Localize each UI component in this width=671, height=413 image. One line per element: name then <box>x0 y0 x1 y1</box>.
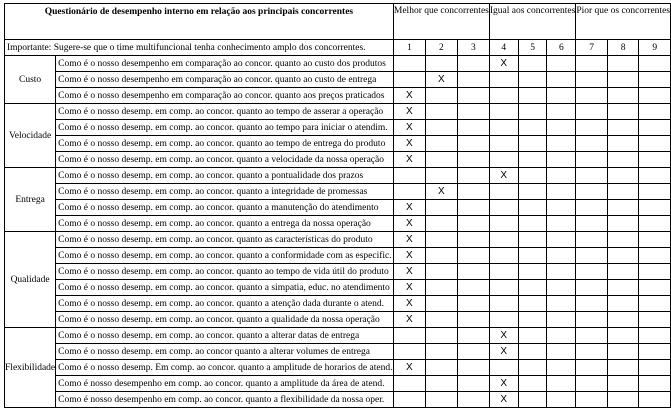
rating-mark[interactable]: X <box>489 344 518 360</box>
rating-cell[interactable] <box>457 200 489 216</box>
rating-cell[interactable] <box>489 232 518 248</box>
rating-cell[interactable] <box>576 344 608 360</box>
question-row <box>5 344 671 360</box>
rating-cell[interactable] <box>607 344 639 360</box>
rating-cell[interactable] <box>457 296 489 312</box>
rating-cell[interactable] <box>457 56 489 72</box>
rating-mark[interactable]: X <box>393 136 425 152</box>
rating-cell[interactable] <box>547 264 576 280</box>
rating-cell[interactable] <box>576 296 608 312</box>
rating-cell[interactable] <box>639 200 671 216</box>
rating-cell[interactable] <box>547 360 576 376</box>
rating-cell[interactable] <box>489 312 518 328</box>
rating-cell[interactable] <box>607 136 639 152</box>
category-label: Flexibilidade <box>5 328 56 408</box>
rating-cell[interactable] <box>607 248 639 264</box>
question-row <box>5 216 671 232</box>
question-text: Como é nosso desempenho em comp. ao concor. quanto a flexibilidade da nossa oper. <box>56 392 394 408</box>
rating-cell[interactable] <box>425 152 457 168</box>
rating-cell[interactable] <box>518 344 547 360</box>
rating-cell[interactable] <box>607 216 639 232</box>
rating-cell[interactable] <box>639 248 671 264</box>
question-row <box>5 264 671 280</box>
group-equal-header: Igual aos concorrentes <box>489 4 575 40</box>
rating-cell[interactable] <box>576 120 608 136</box>
rating-cell[interactable] <box>425 360 457 376</box>
rating-cell[interactable] <box>393 56 425 72</box>
rating-cell[interactable] <box>518 72 547 88</box>
rating-cell[interactable] <box>576 72 608 88</box>
rating-cell[interactable] <box>393 168 425 184</box>
rating-cell[interactable] <box>425 296 457 312</box>
question-text: Como é o nosso desemp. em comp. ao concor. quanto a alterar datas de entrega <box>56 328 394 344</box>
rating-cell[interactable] <box>518 184 547 200</box>
rating-cell[interactable] <box>576 56 608 72</box>
rating-cell[interactable] <box>457 248 489 264</box>
question-row <box>5 104 671 120</box>
question-row <box>5 152 671 168</box>
rating-cell[interactable] <box>576 216 608 232</box>
rating-cell[interactable] <box>576 360 608 376</box>
rating-cell[interactable] <box>576 280 608 296</box>
rating-cell[interactable] <box>425 392 457 408</box>
rating-cell[interactable] <box>457 88 489 104</box>
rating-cell[interactable] <box>547 56 576 72</box>
rating-cell[interactable] <box>547 88 576 104</box>
rating-mark[interactable]: X <box>425 184 457 200</box>
question-text: Como é o nosso desemp. em comp. ao concor quanto a alterar volumes de entrega <box>56 344 394 360</box>
rating-cell[interactable] <box>457 136 489 152</box>
rating-cell[interactable] <box>457 376 489 392</box>
rating-mark[interactable]: X <box>393 264 425 280</box>
rating-mark[interactable]: X <box>393 232 425 248</box>
rating-mark[interactable]: X <box>393 296 425 312</box>
rating-cell[interactable] <box>489 104 518 120</box>
rating-cell[interactable] <box>393 344 425 360</box>
rating-cell[interactable] <box>576 248 608 264</box>
rating-cell[interactable] <box>425 280 457 296</box>
rating-cell[interactable] <box>576 232 608 248</box>
rating-cell[interactable] <box>607 120 639 136</box>
question-text: Como é o nosso desemp. em comp. ao concor. quanto ao tempo de entrega do produto <box>56 136 394 152</box>
rating-cell[interactable] <box>425 168 457 184</box>
question-row <box>5 280 671 296</box>
rating-cell[interactable] <box>457 312 489 328</box>
question-row <box>5 328 671 344</box>
rating-cell[interactable] <box>607 184 639 200</box>
rating-cell[interactable] <box>576 392 608 408</box>
rating-cell[interactable] <box>547 200 576 216</box>
rating-mark[interactable]: X <box>393 360 425 376</box>
rating-cell[interactable] <box>518 392 547 408</box>
rating-cell[interactable] <box>518 264 547 280</box>
question-text: Como é o nosso desemp. em comp. ao concor. quanto a integridade de promessas <box>56 184 394 200</box>
rating-cell[interactable] <box>457 152 489 168</box>
rating-cell[interactable] <box>639 56 671 72</box>
rating-cell[interactable] <box>518 120 547 136</box>
question-text: Como é o nosso desemp. Em comp. ao concor. quanto a amplitude de horarios de atend. <box>56 360 394 376</box>
rating-cell[interactable] <box>518 328 547 344</box>
rating-cell[interactable] <box>489 264 518 280</box>
scale-4: 4 <box>489 40 518 56</box>
question-row <box>5 360 671 376</box>
rating-cell[interactable] <box>547 280 576 296</box>
rating-cell[interactable] <box>639 104 671 120</box>
rating-mark[interactable]: X <box>393 120 425 136</box>
rating-cell[interactable] <box>639 296 671 312</box>
importance-note: Importante: Sugere-se que o time multifuncional tenha conhecimento amplo dos concorrentes. <box>5 40 394 56</box>
rating-mark[interactable]: X <box>393 280 425 296</box>
rating-cell[interactable] <box>547 216 576 232</box>
rating-cell[interactable] <box>489 200 518 216</box>
rating-cell[interactable] <box>425 136 457 152</box>
rating-cell[interactable] <box>425 344 457 360</box>
rating-cell[interactable] <box>576 312 608 328</box>
rating-cell[interactable] <box>457 104 489 120</box>
rating-cell[interactable] <box>518 88 547 104</box>
question-text: Como é nosso desempenho em comp. ao concor. quanto a amplitude da área de atend. <box>56 376 394 392</box>
rating-cell[interactable] <box>425 232 457 248</box>
question-row <box>5 136 671 152</box>
question-text: Como é o nosso desemp. em comp. ao concor. quanto a atenção dada durante o atend. <box>56 296 394 312</box>
rating-cell[interactable] <box>576 184 608 200</box>
rating-cell[interactable] <box>576 136 608 152</box>
rating-cell[interactable] <box>489 216 518 232</box>
rating-cell[interactable] <box>518 376 547 392</box>
rating-cell[interactable] <box>518 136 547 152</box>
rating-cell[interactable] <box>547 120 576 136</box>
rating-cell[interactable] <box>457 216 489 232</box>
rating-cell[interactable] <box>518 216 547 232</box>
rating-cell[interactable] <box>639 392 671 408</box>
category-label: Entrega <box>5 168 56 232</box>
rating-cell[interactable] <box>518 296 547 312</box>
question-text: Como é o nosso desemp. em comp. ao concor. quanto a conformidade com as especific. <box>56 248 394 264</box>
rating-cell[interactable] <box>547 184 576 200</box>
rating-cell[interactable] <box>639 168 671 184</box>
rating-cell[interactable] <box>576 200 608 216</box>
questionnaire-table <box>4 3 671 408</box>
rating-cell[interactable] <box>607 296 639 312</box>
rating-cell[interactable] <box>457 184 489 200</box>
scale-5: 5 <box>518 40 547 56</box>
rating-cell[interactable] <box>639 360 671 376</box>
rating-cell[interactable] <box>457 360 489 376</box>
category-label: Qualidade <box>5 232 56 328</box>
rating-cell[interactable] <box>639 184 671 200</box>
rating-mark[interactable]: X <box>425 72 457 88</box>
question-row <box>5 248 671 264</box>
question-row <box>5 376 671 392</box>
rating-cell[interactable] <box>639 72 671 88</box>
rating-cell[interactable] <box>425 200 457 216</box>
rating-cell[interactable] <box>425 56 457 72</box>
scale-2: 2 <box>425 40 457 56</box>
rating-cell[interactable] <box>457 120 489 136</box>
rating-cell[interactable] <box>607 264 639 280</box>
rating-mark[interactable]: X <box>393 104 425 120</box>
table-title: Questionário de desempenho interno em relação aos principais concorrentes <box>5 4 394 40</box>
question-row <box>5 296 671 312</box>
scale-9: 9 <box>639 40 671 56</box>
rating-cell[interactable] <box>547 72 576 88</box>
question-text: Como é o nosso desemp. em comp. ao concor. quanto ao tempo de vida útil do produto <box>56 264 394 280</box>
rating-cell[interactable] <box>457 264 489 280</box>
rating-cell[interactable] <box>425 104 457 120</box>
rating-cell[interactable] <box>393 376 425 392</box>
rating-cell[interactable] <box>518 232 547 248</box>
rating-cell[interactable] <box>489 280 518 296</box>
rating-cell[interactable] <box>639 280 671 296</box>
question-text: Como é o nosso desemp. em comp. ao concor. quanto a qualidade da nossa operação <box>56 312 394 328</box>
rating-cell[interactable] <box>425 312 457 328</box>
rating-cell[interactable] <box>607 392 639 408</box>
rating-cell[interactable] <box>547 104 576 120</box>
rating-cell[interactable] <box>639 120 671 136</box>
question-row <box>5 72 671 88</box>
rating-cell[interactable] <box>489 88 518 104</box>
rating-cell[interactable] <box>457 344 489 360</box>
rating-cell[interactable] <box>393 392 425 408</box>
rating-cell[interactable] <box>607 328 639 344</box>
rating-mark[interactable]: X <box>393 216 425 232</box>
rating-cell[interactable] <box>547 136 576 152</box>
rating-cell[interactable] <box>489 72 518 88</box>
rating-mark[interactable]: X <box>489 392 518 408</box>
rating-cell[interactable] <box>607 200 639 216</box>
scale-6: 6 <box>547 40 576 56</box>
question-row <box>5 88 671 104</box>
rating-cell[interactable] <box>489 152 518 168</box>
rating-cell[interactable] <box>489 360 518 376</box>
rating-mark[interactable]: X <box>393 248 425 264</box>
rating-cell[interactable] <box>457 328 489 344</box>
rating-cell[interactable] <box>457 72 489 88</box>
rating-cell[interactable] <box>576 328 608 344</box>
rating-cell[interactable] <box>457 232 489 248</box>
rating-cell[interactable] <box>425 216 457 232</box>
rating-cell[interactable] <box>639 152 671 168</box>
rating-cell[interactable] <box>425 88 457 104</box>
rating-cell[interactable] <box>518 152 547 168</box>
rating-cell[interactable] <box>607 360 639 376</box>
rating-cell[interactable] <box>607 232 639 248</box>
question-text: Como é o nosso desemp. em comp. ao concor. quanto a simpatia, educ. no atendimento <box>56 280 394 296</box>
rating-cell[interactable] <box>639 136 671 152</box>
rating-cell[interactable] <box>518 200 547 216</box>
rating-cell[interactable] <box>639 376 671 392</box>
rating-cell[interactable] <box>639 328 671 344</box>
rating-cell[interactable] <box>547 232 576 248</box>
rating-cell[interactable] <box>547 248 576 264</box>
header-row <box>5 4 671 40</box>
question-text: Como é o nosso desemp. em comp. ao concor. quanto ao tempo de asserar a operação <box>56 104 394 120</box>
question-row <box>5 312 671 328</box>
rating-mark[interactable]: X <box>489 168 518 184</box>
scale-8: 8 <box>607 40 639 56</box>
rating-cell[interactable] <box>489 136 518 152</box>
rating-cell[interactable] <box>547 392 576 408</box>
group-worse-header: Pior que os concorrentes <box>576 4 671 40</box>
rating-mark[interactable]: X <box>489 376 518 392</box>
rating-cell[interactable] <box>518 168 547 184</box>
question-text: Como é o nosso desemp. em comp. ao concor. quanto a entrega da nossa operação <box>56 216 394 232</box>
rating-cell[interactable] <box>576 376 608 392</box>
rating-cell[interactable] <box>639 312 671 328</box>
rating-cell[interactable] <box>607 152 639 168</box>
scale-row <box>5 40 671 56</box>
rating-cell[interactable] <box>489 120 518 136</box>
question-text: Como é o nosso desemp. em comp. ao concor. quanto ao tempo para iniciar o atendim. <box>56 120 394 136</box>
rating-cell[interactable] <box>639 264 671 280</box>
rating-cell[interactable] <box>393 184 425 200</box>
rating-cell[interactable] <box>576 264 608 280</box>
rating-cell[interactable] <box>607 56 639 72</box>
rating-cell[interactable] <box>607 280 639 296</box>
category-label: Custo <box>5 56 56 104</box>
scale-1: 1 <box>393 40 425 56</box>
rating-cell[interactable] <box>457 168 489 184</box>
rating-cell[interactable] <box>607 104 639 120</box>
rating-cell[interactable] <box>547 312 576 328</box>
rating-cell[interactable] <box>607 376 639 392</box>
question-row <box>5 168 671 184</box>
rating-mark[interactable]: X <box>489 56 518 72</box>
scale-3: 3 <box>457 40 489 56</box>
rating-cell[interactable] <box>393 328 425 344</box>
question-text: Como é o nosso desemp. em comp. ao concor. quanto a manutenção do atendimento <box>56 200 394 216</box>
rating-cell[interactable] <box>639 344 671 360</box>
rating-cell[interactable] <box>607 312 639 328</box>
question-row <box>5 392 671 408</box>
rating-cell[interactable] <box>607 168 639 184</box>
rating-cell[interactable] <box>489 296 518 312</box>
rating-cell[interactable] <box>518 360 547 376</box>
rating-cell[interactable] <box>518 280 547 296</box>
question-text: Como é o nosso desempenho em comparação ao concor. quanto ao custo de entrega <box>56 72 394 88</box>
rating-mark[interactable]: X <box>489 328 518 344</box>
rating-cell[interactable] <box>489 184 518 200</box>
rating-mark[interactable]: X <box>393 152 425 168</box>
rating-mark[interactable]: X <box>393 200 425 216</box>
rating-cell[interactable] <box>576 88 608 104</box>
question-text: Como é o nosso desemp. em comp. ao concor. quanto as características do produto <box>56 232 394 248</box>
rating-cell[interactable] <box>425 264 457 280</box>
rating-cell[interactable] <box>489 248 518 264</box>
rating-cell[interactable] <box>518 312 547 328</box>
rating-cell[interactable] <box>547 296 576 312</box>
question-row <box>5 184 671 200</box>
question-text: Como é o nosso desempenho em comparação ao concor. quanto aos preços praticados <box>56 88 394 104</box>
rating-cell[interactable] <box>393 72 425 88</box>
scale-7: 7 <box>576 40 608 56</box>
rating-cell[interactable] <box>457 392 489 408</box>
question-text: Como é o nosso desemp. em comp. ao concor. quanto a velocidade da nossa operação <box>56 152 394 168</box>
rating-mark[interactable]: X <box>393 88 425 104</box>
rating-cell[interactable] <box>639 232 671 248</box>
question-text: Como é o nosso desemp. em comp. ao concor. quanto a pontualidade dos prazos <box>56 168 394 184</box>
rating-cell[interactable] <box>576 168 608 184</box>
rating-cell[interactable] <box>607 72 639 88</box>
rating-mark[interactable]: X <box>393 312 425 328</box>
rating-cell[interactable] <box>576 104 608 120</box>
rating-cell[interactable] <box>607 88 639 104</box>
questionnaire-container <box>4 3 671 408</box>
rating-cell[interactable] <box>518 104 547 120</box>
category-label: Velocidade <box>5 104 56 168</box>
rating-cell[interactable] <box>425 328 457 344</box>
rating-cell[interactable] <box>639 216 671 232</box>
rating-cell[interactable] <box>576 152 608 168</box>
rating-cell[interactable] <box>547 328 576 344</box>
rating-cell[interactable] <box>547 168 576 184</box>
group-better-header: Melhor que concorrentes <box>393 4 489 40</box>
rating-cell[interactable] <box>425 248 457 264</box>
rating-cell[interactable] <box>518 248 547 264</box>
question-row <box>5 120 671 136</box>
question-text: Como é o nosso desempenho em comparação ao concor. quanto ao custo dos produtos <box>56 56 394 72</box>
question-row <box>5 200 671 216</box>
rating-cell[interactable] <box>547 152 576 168</box>
question-row <box>5 232 671 248</box>
rating-cell[interactable] <box>547 344 576 360</box>
rating-cell[interactable] <box>457 280 489 296</box>
rating-cell[interactable] <box>547 376 576 392</box>
rating-cell[interactable] <box>518 56 547 72</box>
rating-cell[interactable] <box>639 88 671 104</box>
rating-cell[interactable] <box>425 120 457 136</box>
question-row <box>5 56 671 72</box>
rating-cell[interactable] <box>425 376 457 392</box>
